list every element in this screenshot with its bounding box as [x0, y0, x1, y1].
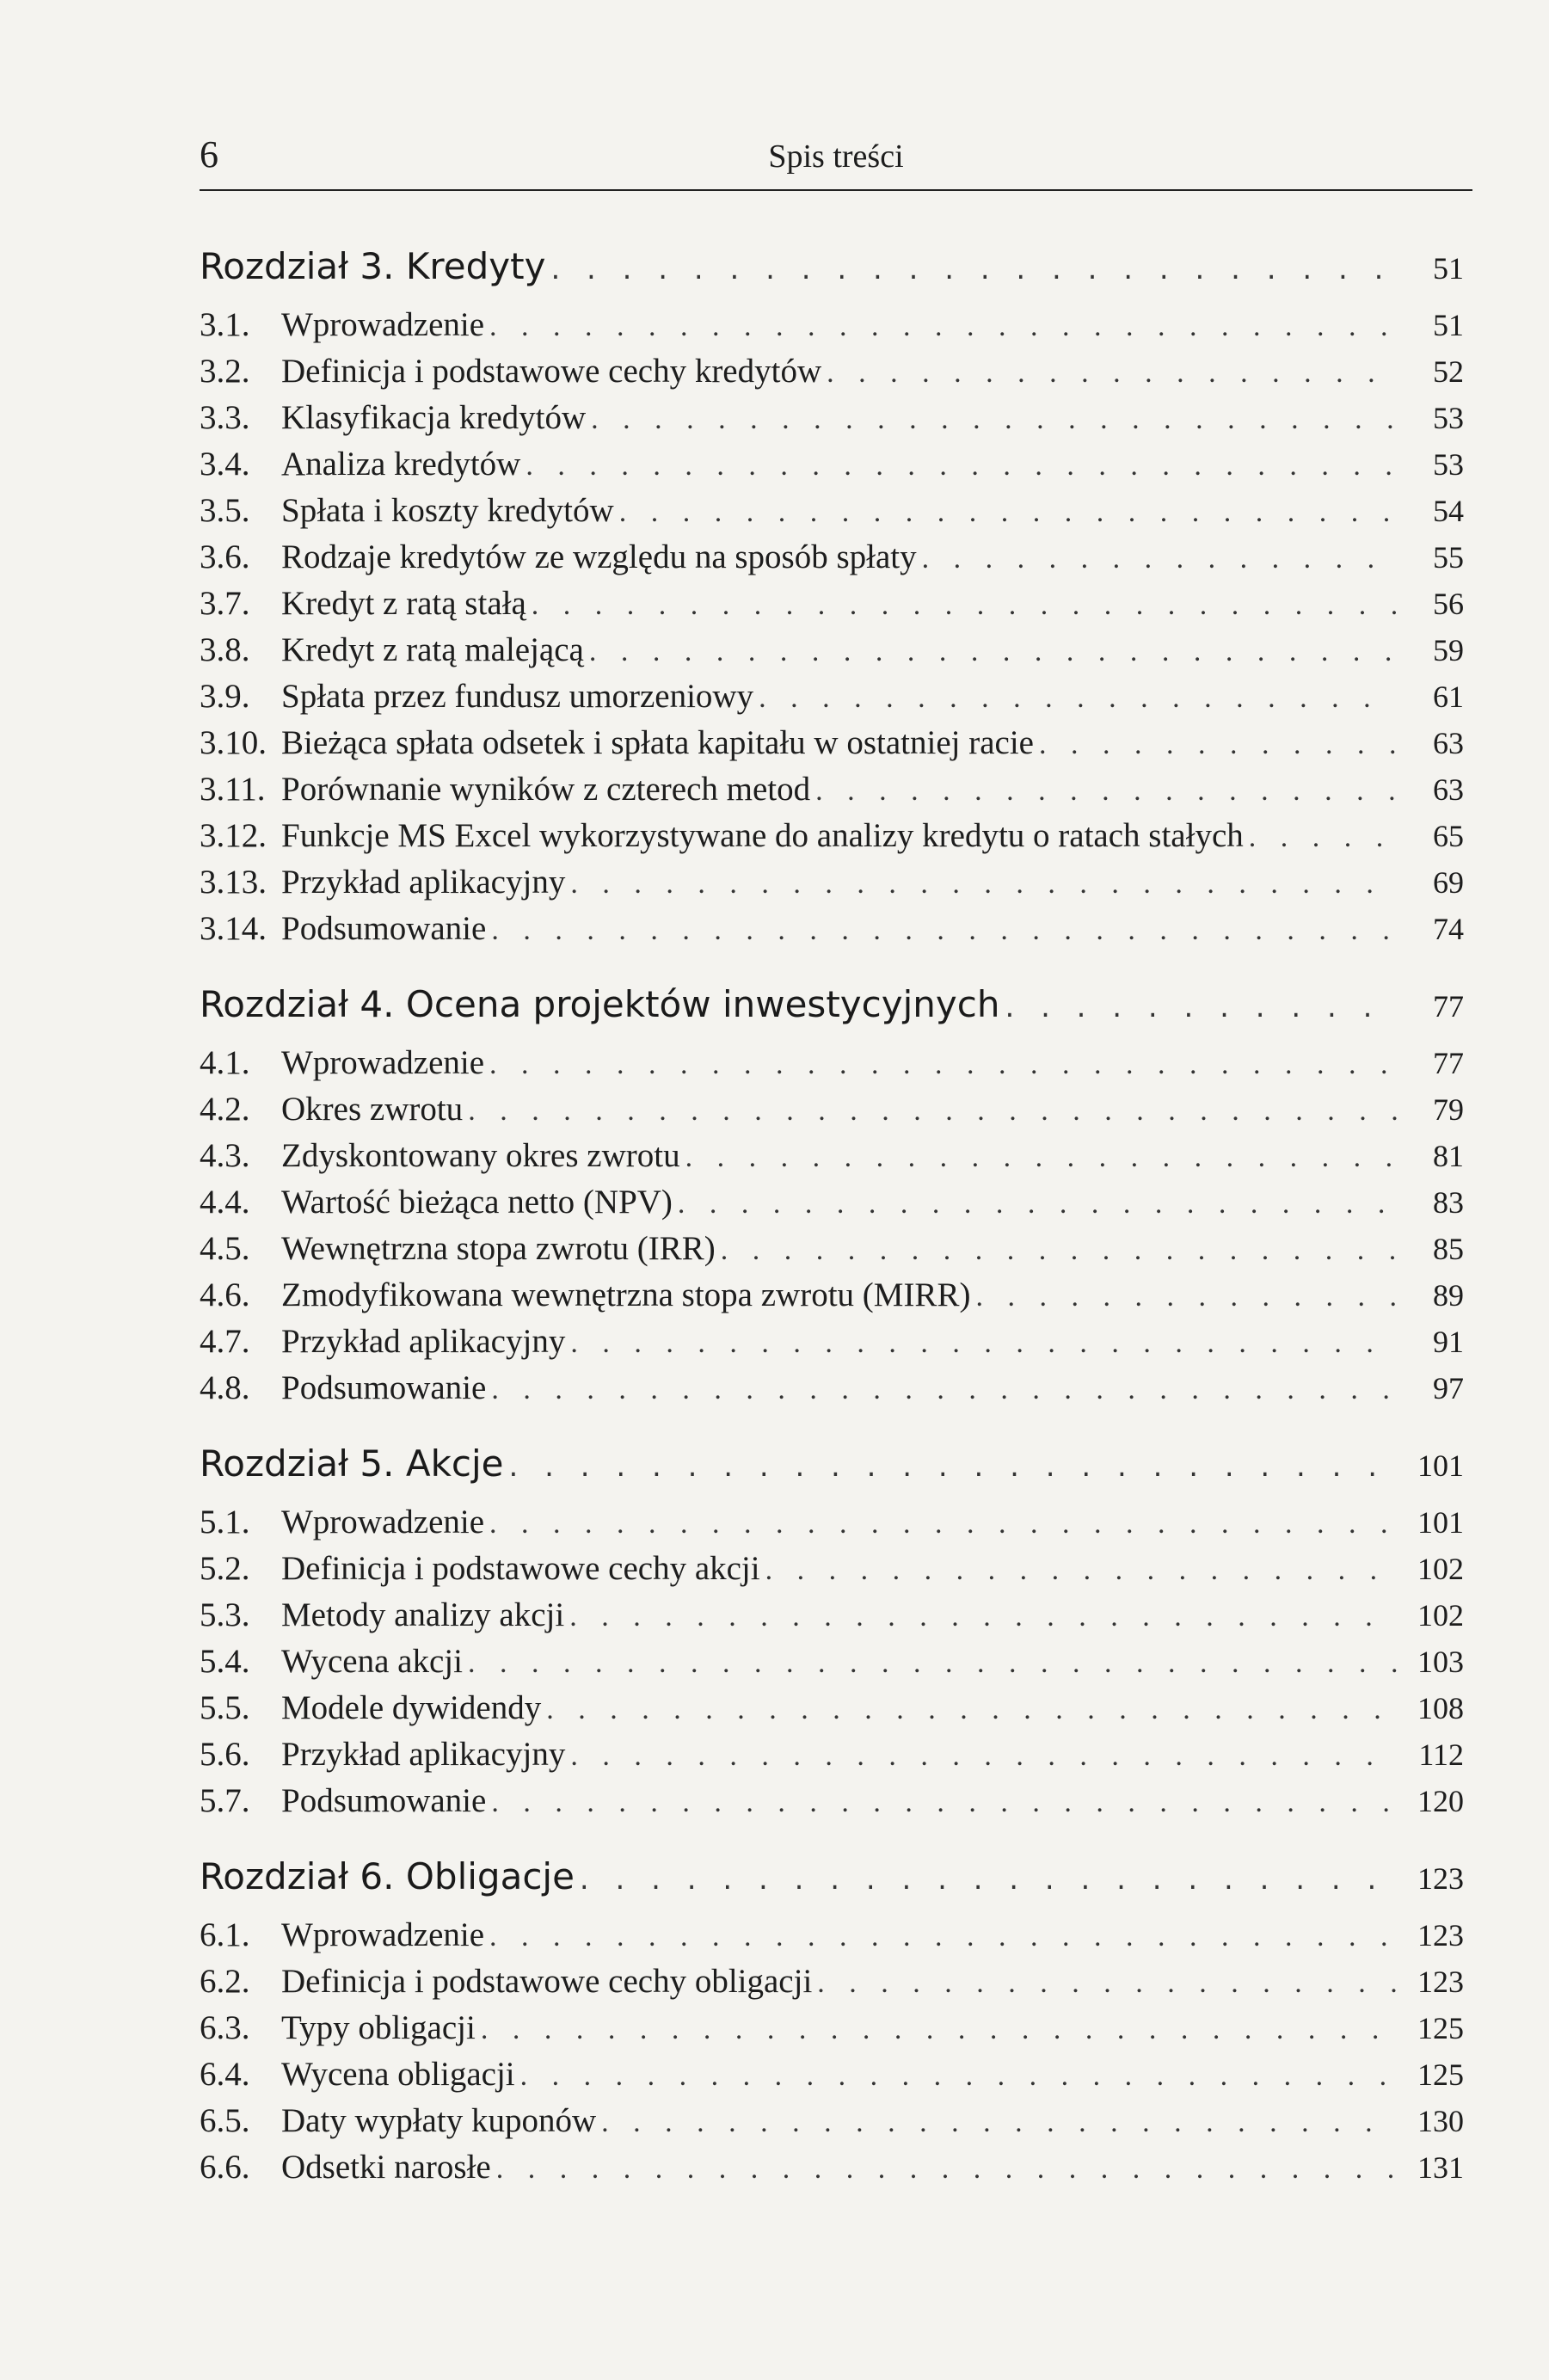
section-title: Podsumowanie [281, 910, 487, 947]
section-number: 3.12. [200, 817, 267, 854]
section-title: Spłata i koszty kredytów [281, 492, 614, 529]
dot-leader [550, 252, 1397, 286]
section-title: Wartość bieżąca netto (NPV) [281, 1184, 673, 1221]
section-page-number: 103 [1417, 1645, 1464, 1679]
toc-entry [200, 1043, 1464, 1090]
section-number: 5.2. [200, 1550, 250, 1587]
section-title: Wprowadzenie [281, 1044, 485, 1081]
section-number: 3.13. [200, 864, 267, 901]
section-page-number: 125 [1417, 2057, 1464, 2092]
toc-entry [200, 1276, 1464, 1322]
dot-leader [759, 682, 1397, 715]
toc-entry [200, 1688, 1464, 1735]
dot-leader [1005, 990, 1397, 1024]
section-number: 4.2. [200, 1091, 250, 1128]
section-title: Wycena obligacji [281, 2056, 515, 2093]
chapter-page-number: 77 [1433, 989, 1464, 1024]
section-number: 5.3. [200, 1596, 250, 1633]
section-number: 3.9. [200, 678, 250, 715]
section-number: 6.4. [200, 2056, 250, 2093]
dot-leader [526, 450, 1397, 483]
section-title: Klasyfikacja kredytów [281, 399, 587, 436]
toc-entry [200, 491, 1464, 538]
section-number: 6.5. [200, 2102, 250, 2139]
dot-leader [481, 2014, 1397, 2046]
toc-entry [200, 1183, 1464, 1229]
section-title: Podsumowanie [281, 1782, 487, 1819]
section-number: 5.6. [200, 1736, 250, 1773]
dot-leader [570, 1740, 1397, 1773]
toc-entry [200, 1229, 1464, 1276]
page-number: 6 [200, 133, 218, 175]
dot-leader [570, 1327, 1397, 1360]
section-title: Bieżąca spłata odsetek i spłata kapitału w ostatniej racie [281, 724, 1034, 761]
section-number: 3.3. [200, 399, 250, 436]
dot-leader [591, 403, 1397, 436]
dot-leader [569, 1601, 1397, 1633]
section-number: 3.8. [200, 631, 250, 668]
dot-leader [496, 2153, 1397, 2186]
section-page-number: 112 [1418, 1737, 1464, 1772]
chapter-title: Rozdział 6. Obligacje [200, 1855, 575, 1897]
chapter-heading [200, 245, 1464, 305]
header-rule [200, 189, 1472, 191]
toc-entry [200, 1735, 1464, 1781]
section-page-number: 108 [1417, 1691, 1464, 1725]
section-page-number: 102 [1417, 1598, 1464, 1633]
section-number: 3.7. [200, 585, 250, 622]
dot-leader [570, 868, 1397, 901]
section-number: 3.5. [200, 492, 250, 529]
section-page-number: 79 [1433, 1092, 1464, 1127]
section-number: 3.4. [200, 446, 250, 483]
dot-leader [619, 496, 1397, 529]
chapter-title: Rozdział 4. Ocena projektów inwestycyjnych [200, 983, 1000, 1025]
section-page-number: 123 [1417, 1918, 1464, 1953]
section-page-number: 120 [1417, 1784, 1464, 1818]
section-page-number: 89 [1433, 1278, 1464, 1313]
toc-entry [200, 1962, 1464, 2008]
dot-leader [509, 1449, 1397, 1484]
section-page-number: 54 [1433, 494, 1464, 528]
chapter-heading [200, 1855, 1464, 1916]
section-title: Definicja i podstawowe cechy kredytów [281, 353, 822, 390]
section-number: 4.4. [200, 1184, 250, 1221]
section-title: Wycena akcji [281, 1643, 463, 1680]
section-number: 3.1. [200, 306, 250, 343]
dot-leader [678, 1188, 1397, 1221]
section-title: Metody analizy akcji [281, 1596, 565, 1633]
toc-entry [200, 2055, 1464, 2101]
dot-leader [489, 311, 1397, 343]
section-page-number: 56 [1433, 587, 1464, 621]
toc-entry [200, 1090, 1464, 1136]
section-number: 6.6. [200, 2149, 250, 2186]
section-page-number: 52 [1433, 354, 1464, 389]
section-page-number: 63 [1433, 726, 1464, 760]
dot-leader [546, 1694, 1397, 1726]
toc-entry [200, 398, 1464, 445]
toc-entry [200, 630, 1464, 677]
section-number: 5.7. [200, 1782, 250, 1819]
toc-entry [200, 445, 1464, 491]
section-page-number: 85 [1433, 1232, 1464, 1266]
section-title: Podsumowanie [281, 1369, 487, 1406]
section-page-number: 91 [1433, 1325, 1464, 1359]
dot-leader [580, 1862, 1397, 1897]
section-number: 5.5. [200, 1689, 250, 1726]
toc-entry [200, 1368, 1464, 1415]
section-page-number: 61 [1433, 680, 1464, 714]
section-page-number: 130 [1417, 2104, 1464, 2138]
section-title: Zdyskontowany okres zwrotu [281, 1137, 680, 1174]
section-page-number: 97 [1433, 1371, 1464, 1405]
section-number: 4.7. [200, 1323, 250, 1360]
dot-leader [1249, 821, 1397, 854]
section-page-number: 102 [1417, 1552, 1464, 1586]
dot-leader [601, 2106, 1397, 2139]
section-title: Porównanie wyników z czterech metod [281, 771, 811, 808]
section-number: 3.6. [200, 538, 250, 575]
toc-entry [200, 2148, 1464, 2194]
dot-leader [1039, 729, 1397, 761]
chapter-heading [200, 983, 1464, 1043]
toc-entry [200, 538, 1464, 584]
section-title: Przykład aplikacyjny [281, 864, 566, 901]
section-title: Wprowadzenie [281, 1916, 485, 1953]
section-number: 3.10. [200, 724, 267, 761]
section-title: Kredyt z ratą stałą [281, 585, 526, 622]
section-number: 6.1. [200, 1916, 250, 1953]
running-title: Spis treści [768, 138, 904, 175]
section-title: Przykład aplikacyjny [281, 1323, 566, 1360]
section-page-number: 59 [1433, 633, 1464, 667]
toc-entry [200, 863, 1464, 909]
section-title: Wewnętrzna stopa zwrotu (IRR) [281, 1230, 716, 1267]
section-page-number: 123 [1417, 1965, 1464, 1999]
chapter-page-number: 51 [1433, 251, 1464, 286]
dot-leader [815, 775, 1397, 808]
dot-leader [468, 1647, 1397, 1680]
dot-leader [589, 636, 1397, 668]
section-title: Kredyt z ratą malejącą [281, 631, 584, 668]
toc-entry [200, 352, 1464, 398]
section-number: 3.14. [200, 910, 267, 947]
dot-leader [489, 1921, 1397, 1953]
section-title: Definicja i podstawowe cechy obligacji [281, 1963, 813, 2000]
section-number: 4.6. [200, 1276, 250, 1313]
toc-entry [200, 2008, 1464, 2055]
section-page-number: 74 [1433, 912, 1464, 946]
toc-entry [200, 2101, 1464, 2148]
toc-entry [200, 723, 1464, 770]
dot-leader [685, 1141, 1397, 1174]
section-number: 4.3. [200, 1137, 250, 1174]
section-page-number: 81 [1433, 1139, 1464, 1173]
section-number: 3.11. [200, 771, 266, 808]
dot-leader [817, 1967, 1397, 2000]
section-page-number: 101 [1417, 1505, 1464, 1540]
section-page-number: 53 [1433, 401, 1464, 435]
section-title: Przykład aplikacyjny [281, 1736, 566, 1773]
toc-entry [200, 584, 1464, 630]
section-page-number: 69 [1433, 865, 1464, 900]
toc-entry [200, 305, 1464, 352]
section-title: Wprowadzenie [281, 306, 485, 343]
chapter-page-number: 101 [1417, 1448, 1464, 1483]
section-title: Spłata przez fundusz umorzeniowy [281, 678, 754, 715]
section-number: 3.2. [200, 353, 250, 390]
dot-leader [765, 1554, 1397, 1587]
section-number: 4.1. [200, 1044, 250, 1081]
chapter-page-number: 123 [1417, 1861, 1464, 1896]
section-page-number: 51 [1433, 308, 1464, 342]
toc-entry [200, 1549, 1464, 1596]
section-title: Daty wypłaty kuponów [281, 2102, 597, 2139]
chapter-title: Rozdział 5. Akcje [200, 1442, 504, 1485]
dot-leader [491, 914, 1397, 947]
section-page-number: 55 [1433, 540, 1464, 575]
dot-leader [489, 1508, 1397, 1541]
section-page-number: 125 [1417, 2011, 1464, 2045]
section-page-number: 65 [1433, 819, 1464, 853]
section-title: Zmodyfikowana wewnętrzna stopa zwrotu (MIRR) [281, 1276, 971, 1313]
page-header [200, 129, 1472, 181]
chapter-title: Rozdział 3. Kredyty [200, 245, 546, 287]
dot-leader [520, 2060, 1397, 2093]
section-page-number: 53 [1433, 447, 1464, 482]
section-title: Modele dywidendy [281, 1689, 542, 1726]
section-number: 5.4. [200, 1643, 250, 1680]
toc-entry [200, 770, 1464, 816]
section-page-number: 63 [1433, 772, 1464, 807]
toc-entry [200, 816, 1464, 863]
section-number: 5.1. [200, 1504, 250, 1541]
dot-leader [468, 1095, 1397, 1128]
section-page-number: 77 [1433, 1046, 1464, 1080]
toc-entry [200, 1642, 1464, 1688]
dot-leader [491, 1787, 1397, 1819]
section-title: Wprowadzenie [281, 1504, 485, 1541]
dot-leader [489, 1049, 1397, 1081]
section-number: 4.5. [200, 1230, 250, 1267]
section-title: Okres zwrotu [281, 1091, 464, 1128]
dot-leader [827, 357, 1397, 390]
section-number: 4.8. [200, 1369, 250, 1406]
section-title: Funkcje MS Excel wykorzystywane do analizy kredytu o ratach stałych [281, 817, 1244, 854]
dot-leader [975, 1281, 1397, 1313]
dot-leader [721, 1234, 1397, 1267]
section-number: 6.2. [200, 1963, 250, 2000]
section-number: 6.3. [200, 2009, 250, 2046]
dot-leader [532, 589, 1397, 622]
dot-leader [491, 1374, 1397, 1406]
toc-entry [200, 909, 1464, 956]
section-page-number: 131 [1417, 2150, 1464, 2185]
toc-entry [200, 1136, 1464, 1183]
section-title: Rodzaje kredytów ze względu na sposób spłaty [281, 538, 917, 575]
section-title: Definicja i podstawowe cechy akcji [281, 1550, 760, 1587]
chapter-heading [200, 1442, 1464, 1503]
section-page-number: 83 [1433, 1185, 1464, 1220]
toc-entry [200, 1322, 1464, 1368]
toc-entry [200, 1596, 1464, 1642]
section-title: Analiza kredytów [281, 446, 521, 483]
section-title: Odsetki narosłe [281, 2149, 491, 2186]
section-title: Typy obligacji [281, 2009, 476, 2046]
toc-entry [200, 1503, 1464, 1549]
toc-entry [200, 1781, 1464, 1828]
table-of-contents [200, 245, 1464, 2194]
toc-entry [200, 1916, 1464, 1962]
dot-leader [922, 543, 1397, 575]
toc-entry [200, 677, 1464, 723]
